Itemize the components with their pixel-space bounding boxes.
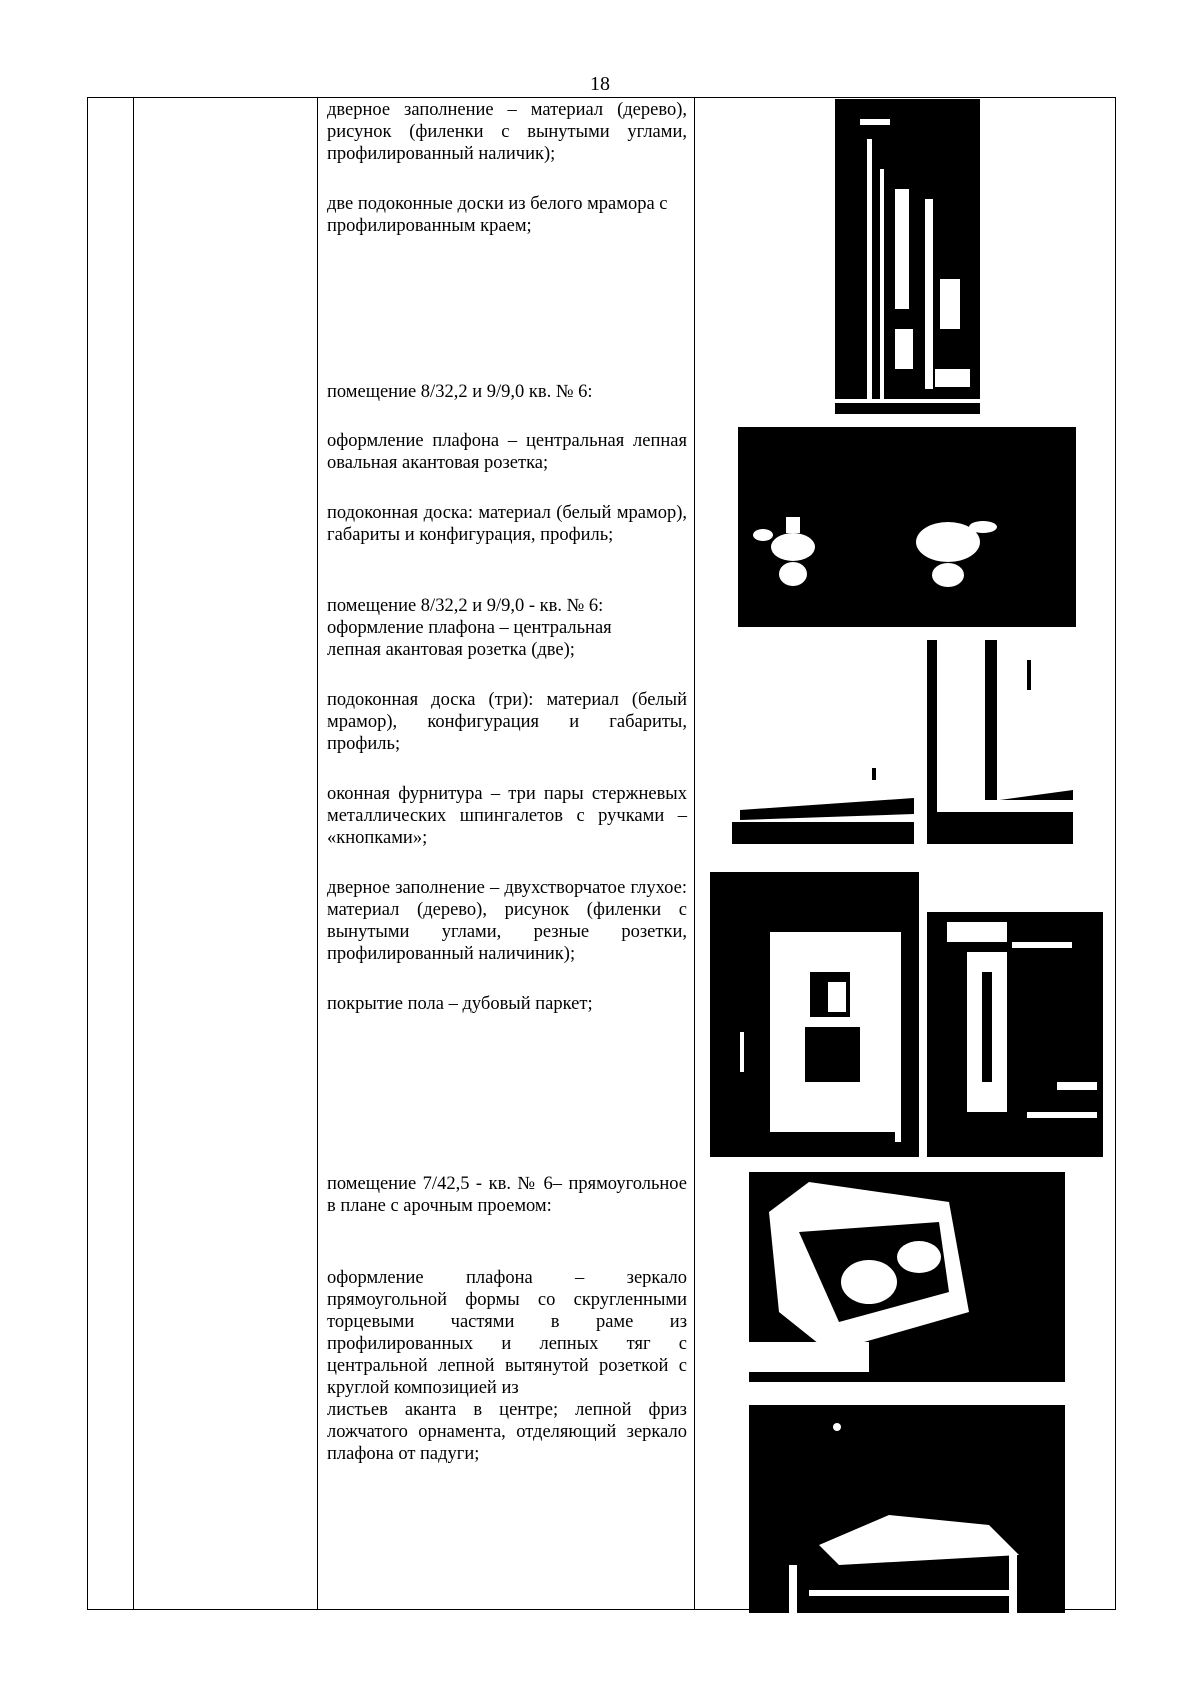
description-paragraph: листьев аканта в центре; лепной фриз ложчатого орнамента, отделяющий зеркало плафона от падуги; bbox=[327, 1400, 687, 1464]
room-heading: помещение 7/42,5 - кв. № 6– прямоугольное в плане с арочным проемом: bbox=[327, 1174, 687, 1216]
description-paragraph: подоконная доска (три): материал (белый мрамор), конфигурация и габариты, профиль; bbox=[327, 690, 687, 754]
photo-arched-ceiling bbox=[749, 1405, 1065, 1613]
column-divider bbox=[133, 97, 134, 1610]
photo-window-frame bbox=[927, 640, 1073, 844]
description-paragraph: две подоконные доски из белого мрамора с профилированным краем; bbox=[327, 194, 668, 236]
photo-door-frame bbox=[835, 99, 980, 414]
photo-windowsill bbox=[732, 760, 914, 844]
photo-ceiling-mirror bbox=[749, 1172, 1065, 1382]
photo-interior-door bbox=[927, 912, 1103, 1157]
description-paragraph: покрытие пола – дубовый паркет; bbox=[327, 994, 593, 1014]
room-heading: помещение 8/32,2 и 9/9,0 - кв. № 6: bbox=[327, 596, 604, 616]
column-divider bbox=[694, 97, 695, 1610]
room-heading: помещение 8/32,2 и 9/9,0 кв. № 6: bbox=[327, 382, 593, 402]
description-paragraph: оформление плафона – центральная лепная овальная акантовая розетка; bbox=[327, 431, 687, 473]
column-divider bbox=[317, 97, 318, 1610]
description-paragraph: оформление плафона – зеркало прямоугольной формы со скругленными торцевыми частями в раме из профилированных и лепных тяг с центральной лепной вытянутой розеткой с круглой композицией из bbox=[327, 1268, 687, 1398]
photo-door-panel bbox=[710, 872, 919, 1157]
photo-ceiling-rosettes bbox=[738, 427, 1076, 627]
description-paragraph: оформление плафона – центральная лепная акантовая розетка (две); bbox=[327, 618, 612, 660]
description-paragraph: дверное заполнение – двухстворчатое глухое: материал (дерево), рисунок (филенки с вынутыми углами, резные розетки, профилированный наличиник); bbox=[327, 878, 687, 964]
page-number: 18 bbox=[590, 73, 610, 95]
description-paragraph: подоконная доска: материал (белый мрамор), габариты и конфигурация, профиль; bbox=[327, 503, 687, 545]
description-paragraph: оконная фурнитура – три пары стержневых металлических шпингалетов с ручками – «кнопками»; bbox=[327, 784, 687, 848]
description-paragraph: дверное заполнение – материал (дерево), рисунок (филенки с вынутыми углами, профилированный наличик); bbox=[327, 100, 687, 164]
